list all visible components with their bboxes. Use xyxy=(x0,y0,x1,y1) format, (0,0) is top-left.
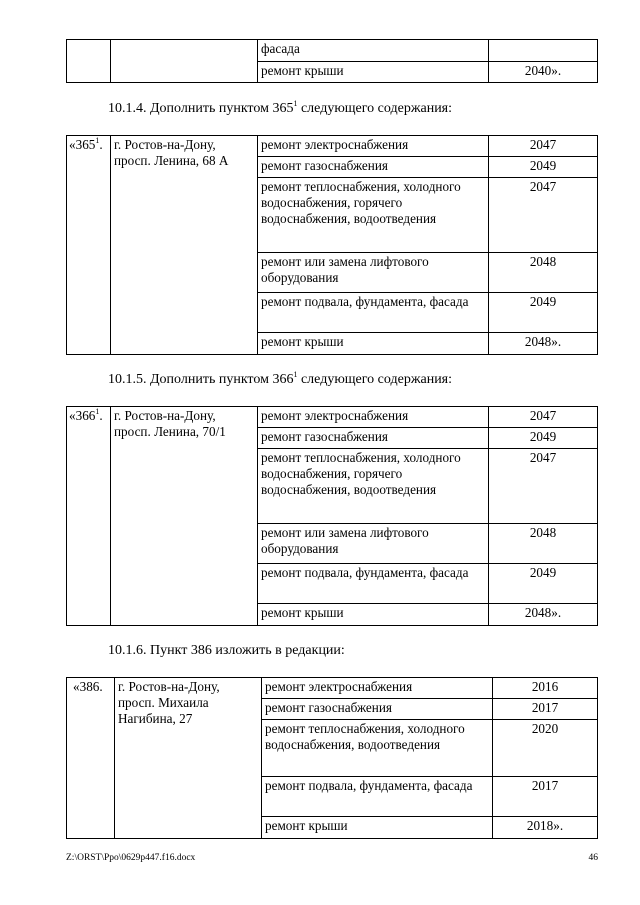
work-cell: ремонт или замена лифтового оборудования xyxy=(258,524,489,564)
year-cell xyxy=(489,40,598,62)
year-cell: 2047 xyxy=(489,136,598,157)
item-number-cell: «386. xyxy=(67,678,115,839)
table-item-386 xyxy=(66,677,598,839)
work-cell: ремонт теплоснабжения, холодного водоснабжения, горячего водоснабжения, водоотведения xyxy=(258,449,489,524)
paragraph-10-1-6: 10.1.6. Пункт 386 изложить в редакции: xyxy=(108,643,345,658)
year-cell: 2048». xyxy=(489,604,598,626)
work-cell: ремонт газоснабжения xyxy=(258,157,489,178)
item-number-cell: «$365^1$. xyxy=(67,136,111,355)
year-cell: 2047 xyxy=(489,407,598,428)
year-cell: 2018». xyxy=(493,817,598,839)
work-cell: ремонт газоснабжения xyxy=(258,428,489,449)
item-number-cell: «$366^1$. xyxy=(67,407,111,626)
file-path: Z:\ORST\Ppo\0629p447.f16.docx xyxy=(66,853,196,863)
page-number: 46 xyxy=(588,853,598,863)
year-cell: 2049 xyxy=(489,157,598,178)
work-cell: ремонт крыши xyxy=(258,604,489,626)
address-cell: г. Ростов-на-Дону, просп. Ленина, 68 А xyxy=(111,136,258,355)
address-cell: г. Ростов-на-Дону, просп. Ленина, 70/1 xyxy=(111,407,258,626)
work-cell: ремонт электроснабжения xyxy=(258,407,489,428)
work-cell: ремонт или замена лифтового оборудования xyxy=(258,253,489,293)
year-cell: 2048 xyxy=(489,524,598,564)
address-cell xyxy=(111,40,258,83)
work-cell: ремонт крыши xyxy=(262,817,493,839)
year-cell: 2017 xyxy=(493,777,598,817)
year-cell: 2048 xyxy=(489,253,598,293)
work-cell: ремонт крыши xyxy=(258,62,489,83)
work-cell: ремонт теплоснабжения, холодного водоснабжения, горячего водоснабжения, водоотведения xyxy=(258,178,489,253)
table-item-366-1 xyxy=(66,406,598,626)
paragraph-10-1-5: 10.1.5. Дополнить пунктом $366^1$ следующего содержания: xyxy=(108,370,453,387)
year-cell: 2049 xyxy=(489,428,598,449)
work-cell: ремонт подвала, фундамента, фасада xyxy=(258,293,489,333)
year-cell: 2020 xyxy=(493,720,598,777)
table-continued xyxy=(66,39,598,83)
year-cell: 2040». xyxy=(489,62,598,83)
item-number-cell xyxy=(67,40,111,83)
work-cell: фасада xyxy=(258,40,489,62)
work-cell: ремонт крыши xyxy=(258,333,489,355)
year-cell: 2048». xyxy=(489,333,598,355)
year-cell: 2049 xyxy=(489,564,598,604)
year-cell: 2047 xyxy=(489,449,598,524)
work-cell: ремонт теплоснабжения, холодного водоснабжения, водоотведения xyxy=(262,720,493,777)
table-item-365-1 xyxy=(66,135,598,355)
work-cell: ремонт подвала, фундамента, фасада xyxy=(262,777,493,817)
year-cell: 2017 xyxy=(493,699,598,720)
year-cell: 2049 xyxy=(489,293,598,333)
work-cell: ремонт газоснабжения xyxy=(262,699,493,720)
paragraph-10-1-4: 10.1.4. Дополнить пунктом $365^1$ следующего содержания: xyxy=(108,99,453,116)
year-cell: 2016 xyxy=(493,678,598,699)
work-cell: ремонт подвала, фундамента, фасада xyxy=(258,564,489,604)
work-cell: ремонт электроснабжения xyxy=(258,136,489,157)
work-cell: ремонт электроснабжения xyxy=(262,678,493,699)
year-cell: 2047 xyxy=(489,178,598,253)
address-cell: г. Ростов-на-Дону, просп. Михаила Нагибина, 27 xyxy=(115,678,262,839)
